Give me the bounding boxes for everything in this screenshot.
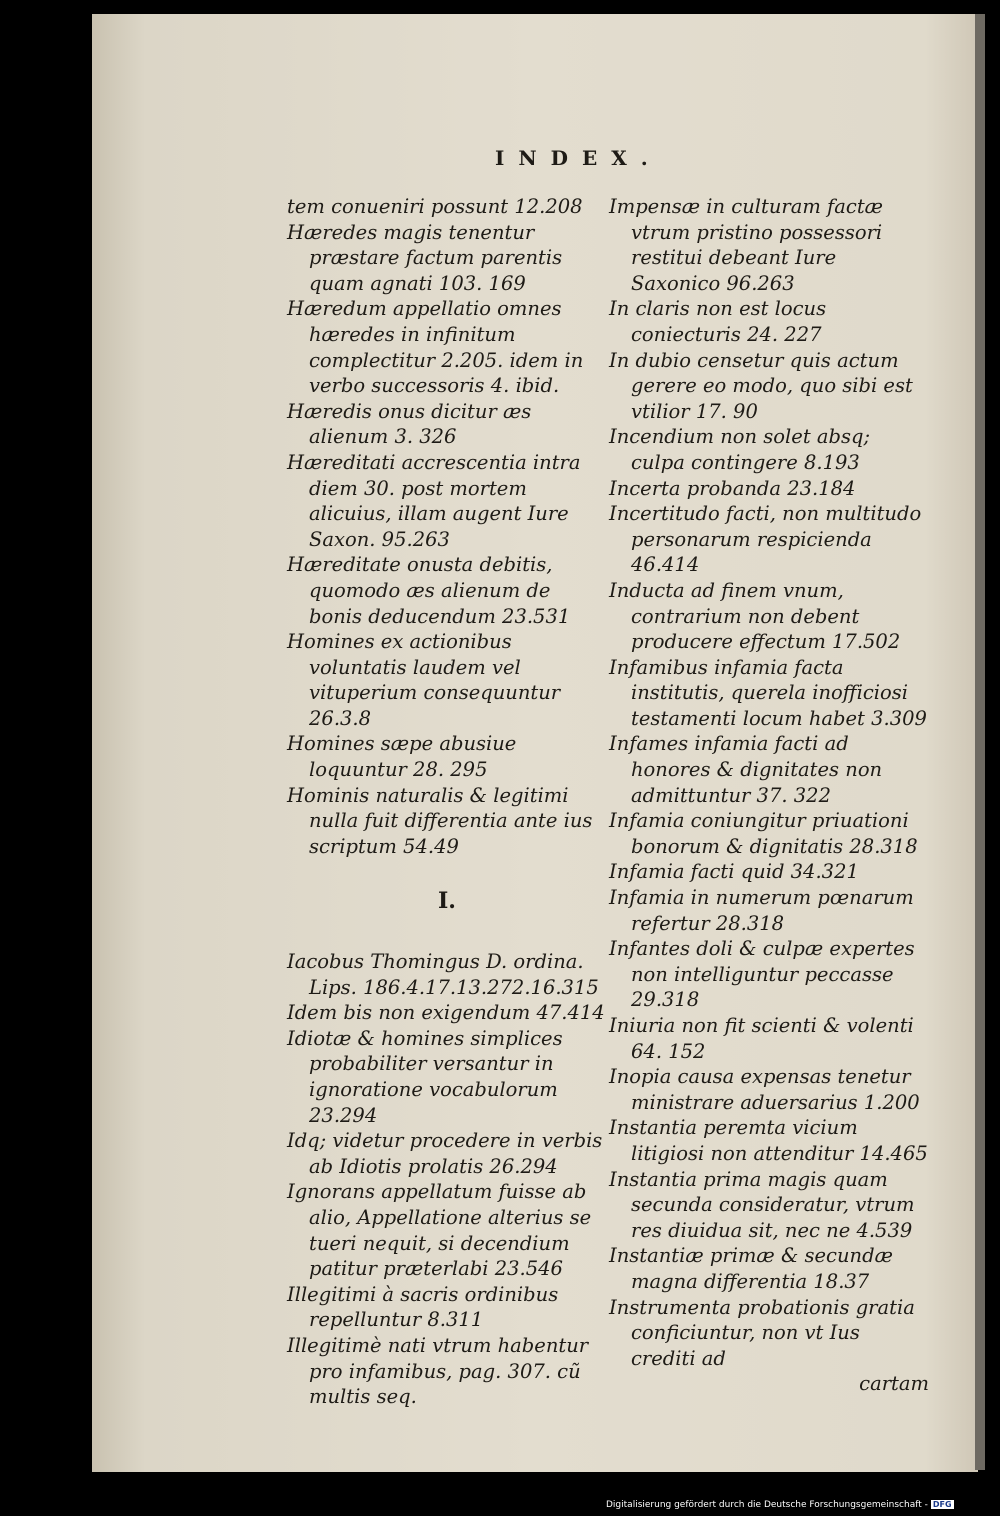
section-letter: I.: [438, 888, 456, 915]
index-entry: Illegitimè nati vtrum habentur pro infamibus, pag. 307. cũ multis seq.: [287, 1333, 589, 1409]
left-column: [287, 194, 607, 1410]
page-edge: [975, 14, 985, 1470]
index-entry: Infamibus infamia facta institutis, querela inofficiosi testamenti locum habet 3.309: [609, 655, 927, 730]
index-entry: Infamia in numerum pœnarum refertur 28.318: [609, 886, 914, 935]
index-entry: Hæredum appellatio omnes hæredes in infinitum complectitur 2.205. idem in verbo successoris 4. ibid.: [287, 297, 584, 398]
left-entries-i: [287, 949, 607, 1410]
index-entry: Hæreditate onusta debitis, quomodo æs alienum de bonis deducendum 23.531: [287, 553, 571, 628]
index-entry: tem conueniri possunt 12.208: [287, 195, 583, 218]
index-entry: Homines ex actionibus voluntatis laudem vel vituperium consequuntur 26.3.8: [287, 630, 561, 730]
index-entry: Ignorans appellatum fuisse ab alio, Appellatione alterius se tueri nequit, si decendium patitur præterlabi 23.546: [287, 1180, 592, 1281]
index-entry: Impensæ in culturam factæ vtrum pristino possessori restitui debeant Iure Saxonico 96.263: [609, 195, 883, 295]
index-entry: Incendium non solet absq; culpa contingere 8.193: [609, 425, 871, 474]
dfg-logo: DFG: [932, 1500, 952, 1509]
left-entries: [287, 194, 607, 859]
index-entry: Instrumenta probationis gratia conficiuntur, non vt Ius crediti ad: [609, 1295, 915, 1370]
page-header: INDEX.: [495, 146, 662, 170]
catchword: cartam: [859, 1372, 929, 1396]
index-entry: Idiotæ & homines simplices probabiliter versantur in ignoratione vocabulorum 23.294: [287, 1026, 563, 1127]
index-entry: Incerta probanda 23.184: [609, 476, 856, 500]
index-entry: Instantiæ primæ & secundæ magna differentia 18.37: [609, 1244, 893, 1293]
index-entry: Hæreditati accrescentia intra diem 30. post mortem alicuius, illam augent Iure Saxon. 95.263: [287, 450, 581, 551]
index-entry: Infantes doli & culpæ expertes non intelliguntur peccasse 29.318: [609, 937, 915, 1012]
index-entry: Inopia causa expensas tenetur ministrare aduersarius 1.200: [609, 1065, 920, 1114]
index-entry: Iniuria non fit scienti & volenti 64. 152: [609, 1014, 914, 1063]
index-entry: Infames infamia facti ad honores & dignitates non admittuntur 37. 322: [609, 732, 883, 807]
footer-text: Digitalisierung gefördert durch die Deutsche Forschungsgemeinschaft -: [606, 1500, 928, 1510]
index-entry: Homines sæpe abusiue loquuntur 28. 295: [287, 732, 517, 782]
footer: [606, 1500, 954, 1510]
index-entry: Iacobus Thomingus D. ordina. Lips. 186.4.17.13.272.16.315: [287, 950, 599, 999]
index-entry: Infamia coniungitur priuationi bonorum & dignitatis 28.318: [609, 809, 918, 858]
index-entry: Idq; videtur procedere in verbis ab Idiotis prolatis 26.294: [287, 1129, 603, 1178]
index-entry: In claris non est locus coniecturis 24. 227: [609, 297, 827, 346]
index-entry: Hominis naturalis & legitimi nulla fuit differentia ante ius scriptum 54.49: [287, 783, 593, 858]
index-entry: Hæredes magis tenentur præstare factum parentis quam agnati 103. 169: [287, 220, 563, 295]
index-entry: Idem bis non exigendum 47.414: [287, 1001, 605, 1025]
index-entry: Hæredis onus dicitur æs alienum 3. 326: [287, 399, 532, 449]
index-entry: Instantia peremta vicium litigiosi non attenditur 14.465: [609, 1116, 928, 1165]
index-entry: Inducta ad finem vnum, contrarium non debent producere effectum 17.502: [609, 578, 901, 654]
index-entry: Incertitudo facti, non multitudo personarum respicienda 46.414: [609, 502, 922, 577]
right-column: [609, 194, 929, 1397]
index-entry: In dubio censetur quis actum gerere eo modo, quo sibi est vtilior 17. 90: [609, 348, 913, 423]
index-entry: Infamia facti quid 34.321: [609, 860, 859, 884]
right-entries: [609, 194, 929, 1371]
index-entry: Illegitimi à sacris ordinibus repelluntur 8.311: [287, 1282, 559, 1332]
index-entry: Instantia prima magis quam secunda consideratur, vtrum res diuidua sit, nec ne 4.539: [609, 1167, 915, 1242]
